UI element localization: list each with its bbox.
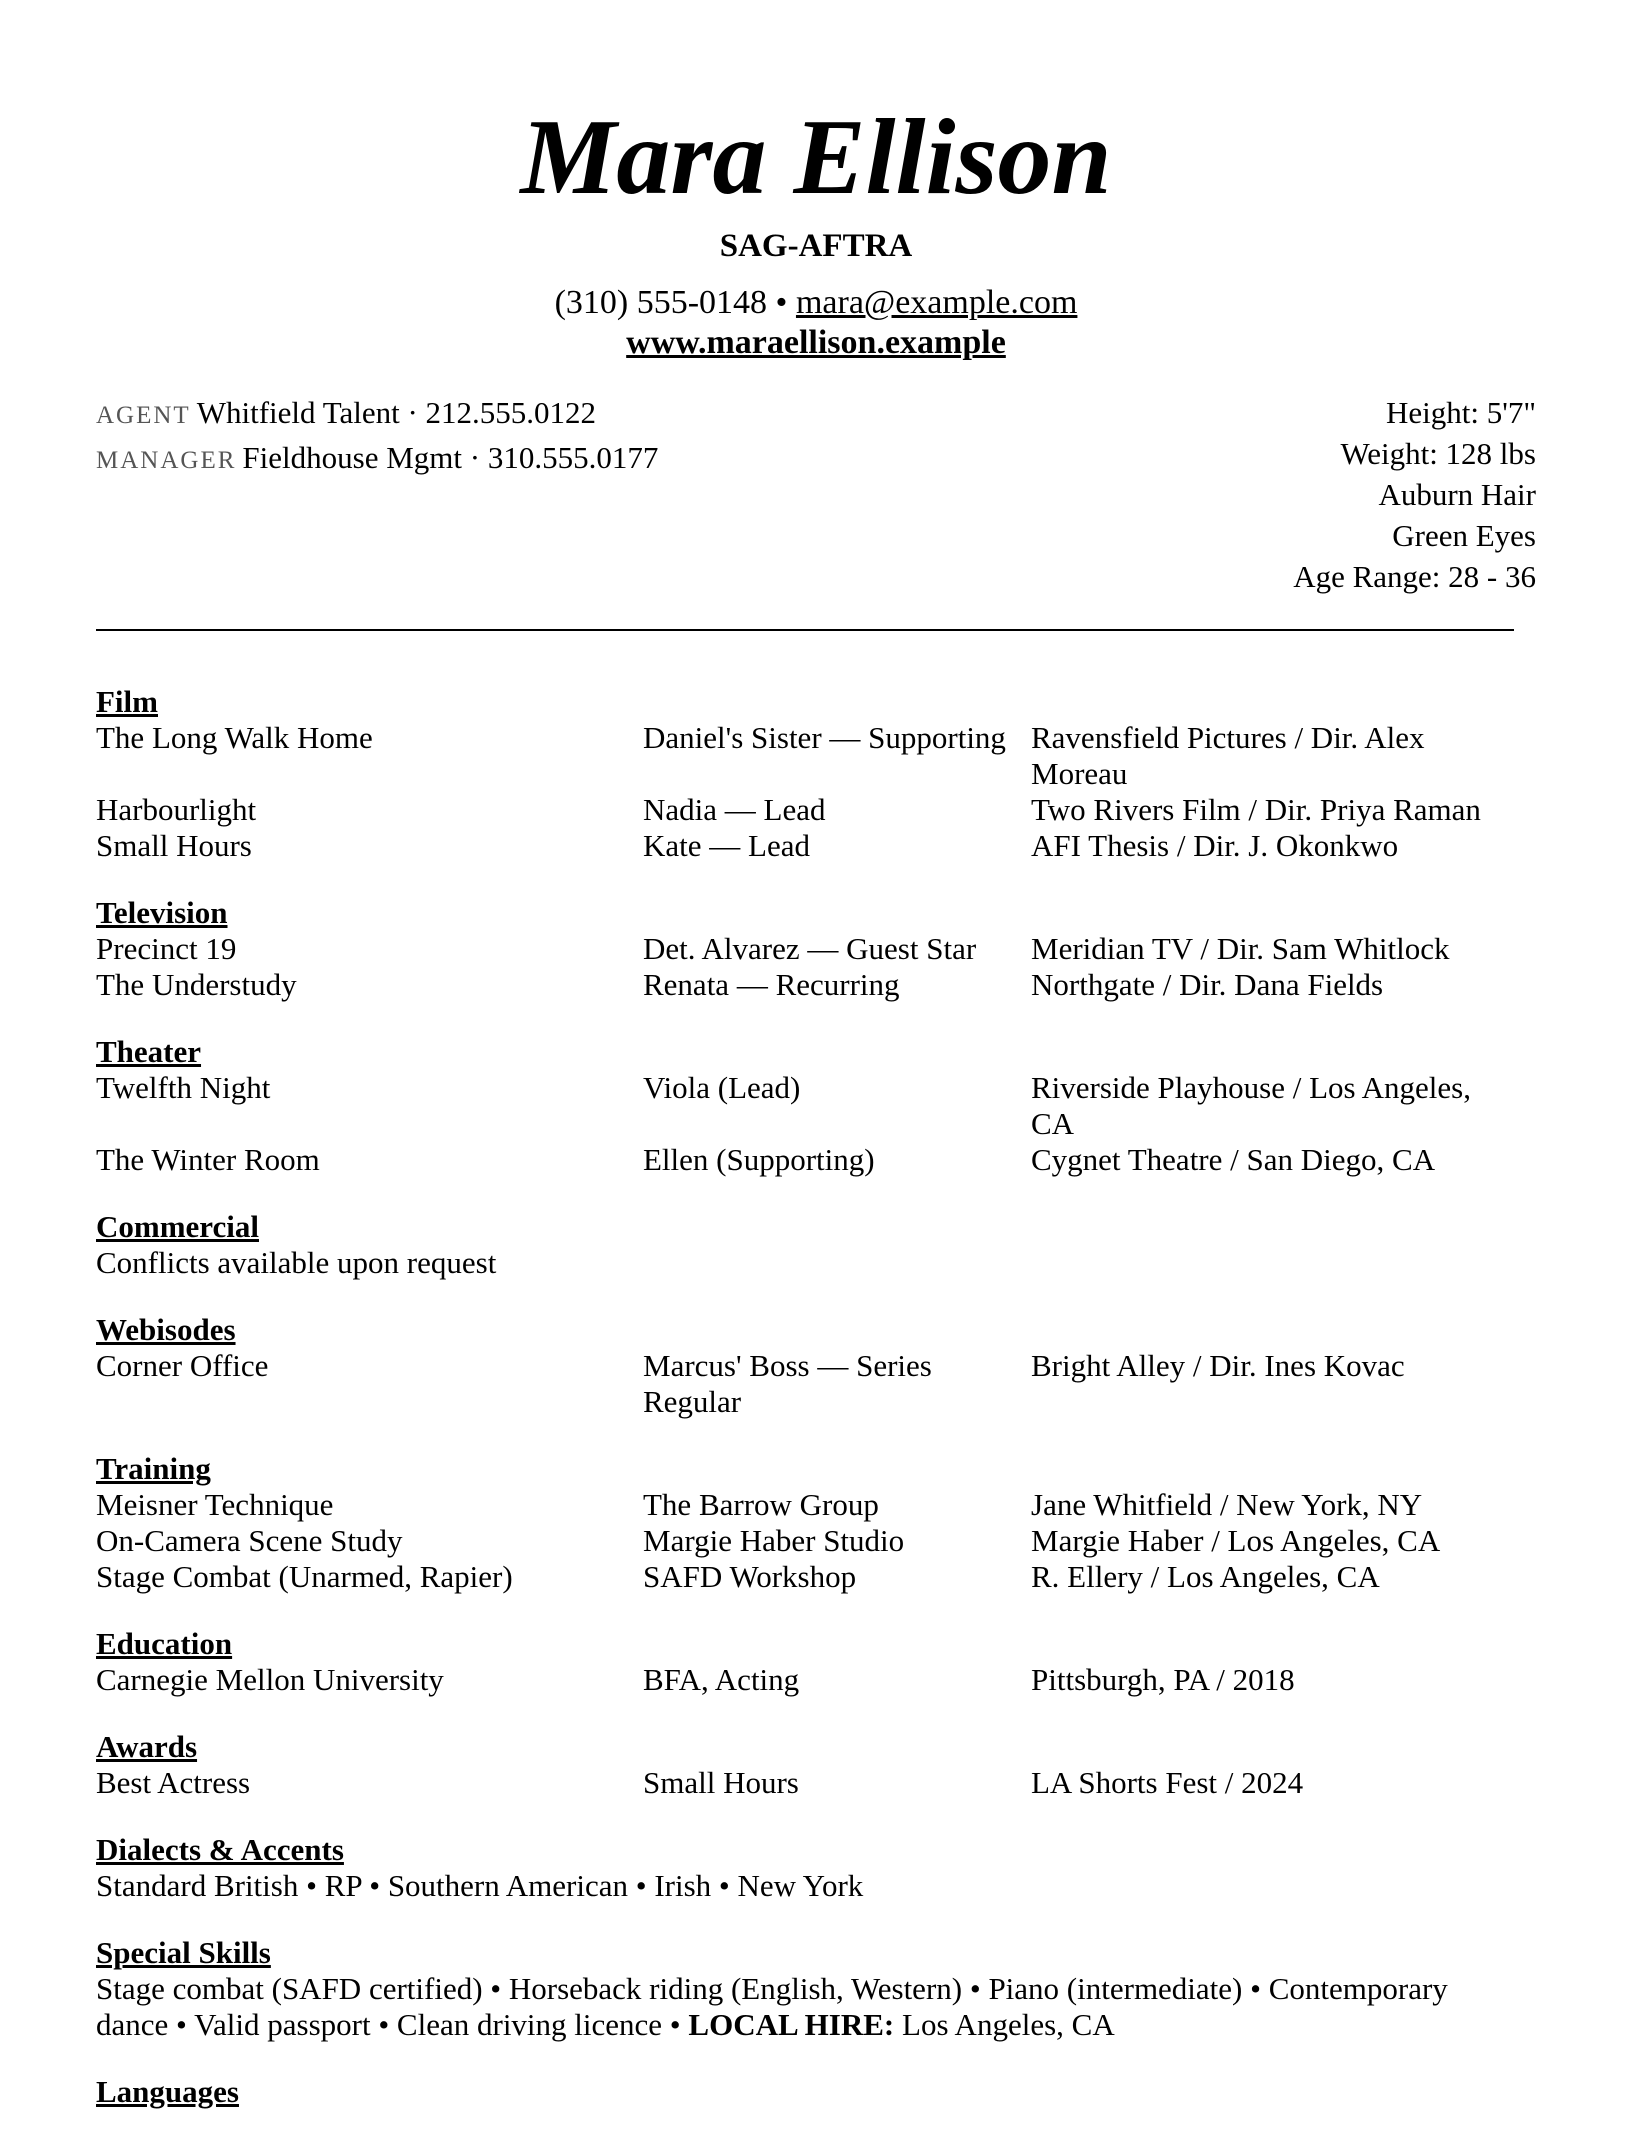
- section-title: Education: [96, 1626, 233, 1661]
- award-festival: LA Shorts Fest / 2024: [1031, 1765, 1304, 1800]
- education-degree: BFA, Acting: [643, 1662, 800, 1697]
- training-course: On-Camera Scene Study: [96, 1523, 403, 1558]
- credit-role: Renata — Recurring: [643, 967, 900, 1002]
- section-special-skills: [96, 1935, 1536, 2043]
- header-divider: [96, 629, 1514, 631]
- manager-line: [96, 437, 658, 482]
- section-education: [96, 1626, 1536, 1698]
- training-course: Meisner Technique: [96, 1487, 334, 1522]
- section-awards: [96, 1729, 1536, 1801]
- credit-company: Meridian TV / Dir. Sam Whitlock: [1031, 931, 1450, 966]
- credit-project: Twelfth Night: [96, 1070, 271, 1105]
- section-film: [96, 684, 1536, 864]
- section-webisodes: [96, 1312, 1536, 1420]
- credit-project: Precinct 19: [96, 931, 237, 966]
- dialects-list: Standard British • RP • Southern American • Irish • New York: [96, 1868, 864, 1903]
- agent-value: Whitfield Talent · 212.555.0122: [196, 395, 597, 430]
- section-title: Training: [96, 1451, 211, 1486]
- credit-project: Corner Office: [96, 1348, 269, 1383]
- table-row: [96, 967, 1536, 1003]
- credit-company: Northgate / Dir. Dana Fields: [1031, 967, 1384, 1002]
- table-row: [96, 1765, 1536, 1801]
- credit-role: Det. Alvarez — Guest Star: [643, 931, 977, 966]
- commercial-note: Conflicts available upon request: [96, 1245, 497, 1280]
- website-link[interactable]: www.maraellison.example: [626, 324, 1006, 361]
- credit-role: Daniel's Sister — Supporting: [643, 720, 1006, 755]
- training-teacher: R. Ellery / Los Angeles, CA: [1031, 1559, 1380, 1594]
- credit-company: Cygnet Theatre / San Diego, CA: [1031, 1142, 1436, 1177]
- training-school: The Barrow Group: [643, 1487, 879, 1522]
- section-television: [96, 895, 1536, 1003]
- contact-line: [0, 283, 1632, 323]
- table-row: [96, 931, 1536, 967]
- credit-project: Small Hours: [96, 828, 252, 863]
- table-row: [96, 792, 1536, 828]
- credit-company: Ravensfield Pictures / Dir. Alex Moreau: [1031, 720, 1425, 791]
- manager-label: MANAGER: [96, 447, 237, 474]
- section-title: Commercial: [96, 1209, 259, 1244]
- agent-label: AGENT: [96, 402, 191, 429]
- table-row: [96, 720, 1536, 792]
- section-title: Film: [96, 684, 158, 719]
- section-languages: [96, 2074, 1536, 2110]
- actor-name: Mara Ellison: [520, 98, 1112, 217]
- credit-project: The Long Walk Home: [96, 720, 373, 755]
- stat-hair: Auburn Hair: [1378, 477, 1536, 512]
- local-hire-label: LOCAL HIRE:: [688, 2007, 895, 2042]
- training-school: Margie Haber Studio: [643, 1523, 905, 1558]
- resume-body: [96, 684, 1536, 2141]
- email-link[interactable]: mara@example.com: [795, 284, 1078, 321]
- award-project: Small Hours: [643, 1765, 799, 1800]
- skills-text: Stage combat (SAFD certified) • Horseback riding (English, Western) • Piano (intermediate) • Contemporary dance • Valid passport • Clean driving licence •: [96, 1971, 1448, 2042]
- credit-project: The Understudy: [96, 967, 297, 1002]
- table-row: [96, 828, 1536, 864]
- union-affiliation: SAG-AFTRA: [719, 228, 913, 264]
- training-teacher: Jane Whitfield / New York, NY: [1031, 1487, 1423, 1522]
- credit-role: Marcus' Boss — Series Regular: [643, 1348, 932, 1419]
- stat-height: Height: 5'7": [1386, 395, 1536, 430]
- credit-role: Kate — Lead: [643, 828, 810, 863]
- section-commercial: [96, 1209, 1536, 1281]
- training-teacher: Margie Haber / Los Angeles, CA: [1031, 1523, 1441, 1558]
- physical-stats: [1293, 392, 1536, 597]
- section-title: Awards: [96, 1729, 198, 1764]
- table-row: [96, 1523, 1536, 1559]
- table-row: [96, 1142, 1536, 1178]
- manager-value: Fieldhouse Mgmt · 310.555.0177: [242, 440, 659, 475]
- credit-role: Nadia — Lead: [643, 792, 826, 827]
- section-training: [96, 1451, 1536, 1595]
- representation-block: [96, 392, 658, 482]
- section-title: Dialects & Accents: [96, 1832, 344, 1867]
- table-row: [96, 1348, 1536, 1420]
- credit-company: Bright Alley / Dir. Ines Kovac: [1031, 1348, 1405, 1383]
- agent-line: [96, 392, 658, 437]
- table-row: [96, 1662, 1536, 1698]
- section-title: Theater: [96, 1034, 202, 1069]
- section-title: Languages: [96, 2074, 239, 2109]
- credit-project: The Winter Room: [96, 1142, 320, 1177]
- award-name: Best Actress: [96, 1765, 251, 1800]
- section-title: Special Skills: [96, 1935, 271, 1970]
- credit-company: Riverside Playhouse / Los Angeles, CA: [1031, 1070, 1471, 1141]
- credit-project: Harbourlight: [96, 792, 257, 827]
- credit-role: Ellen (Supporting): [643, 1142, 875, 1177]
- table-row: [96, 1559, 1536, 1595]
- section-theater: [96, 1034, 1536, 1178]
- stat-weight: Weight: 128 lbs: [1340, 436, 1536, 471]
- education-school: Carnegie Mellon University: [96, 1662, 444, 1697]
- local-hire-value: Los Angeles, CA: [894, 2007, 1115, 2042]
- education-location: Pittsburgh, PA / 2018: [1031, 1662, 1295, 1697]
- phone-number: (310) 555-0148: [554, 284, 768, 321]
- stat-age-range: Age Range: 28 - 36: [1293, 559, 1536, 594]
- section-title: Webisodes: [96, 1312, 236, 1347]
- section-title: Television: [96, 895, 228, 930]
- credit-company: AFI Thesis / Dir. J. Okonkwo: [1031, 828, 1399, 863]
- skills-list: [96, 1971, 1496, 2043]
- table-row: [96, 1070, 1536, 1142]
- stat-eyes: Green Eyes: [1392, 518, 1536, 553]
- training-course: Stage Combat (Unarmed, Rapier): [96, 1559, 513, 1594]
- credit-company: Two Rivers Film / Dir. Priya Raman: [1031, 792, 1481, 827]
- table-row: [96, 1487, 1536, 1523]
- credit-role: Viola (Lead): [643, 1070, 801, 1105]
- section-dialects: [96, 1832, 1536, 1904]
- training-school: SAFD Workshop: [643, 1559, 857, 1594]
- contact-separator: •: [767, 284, 796, 321]
